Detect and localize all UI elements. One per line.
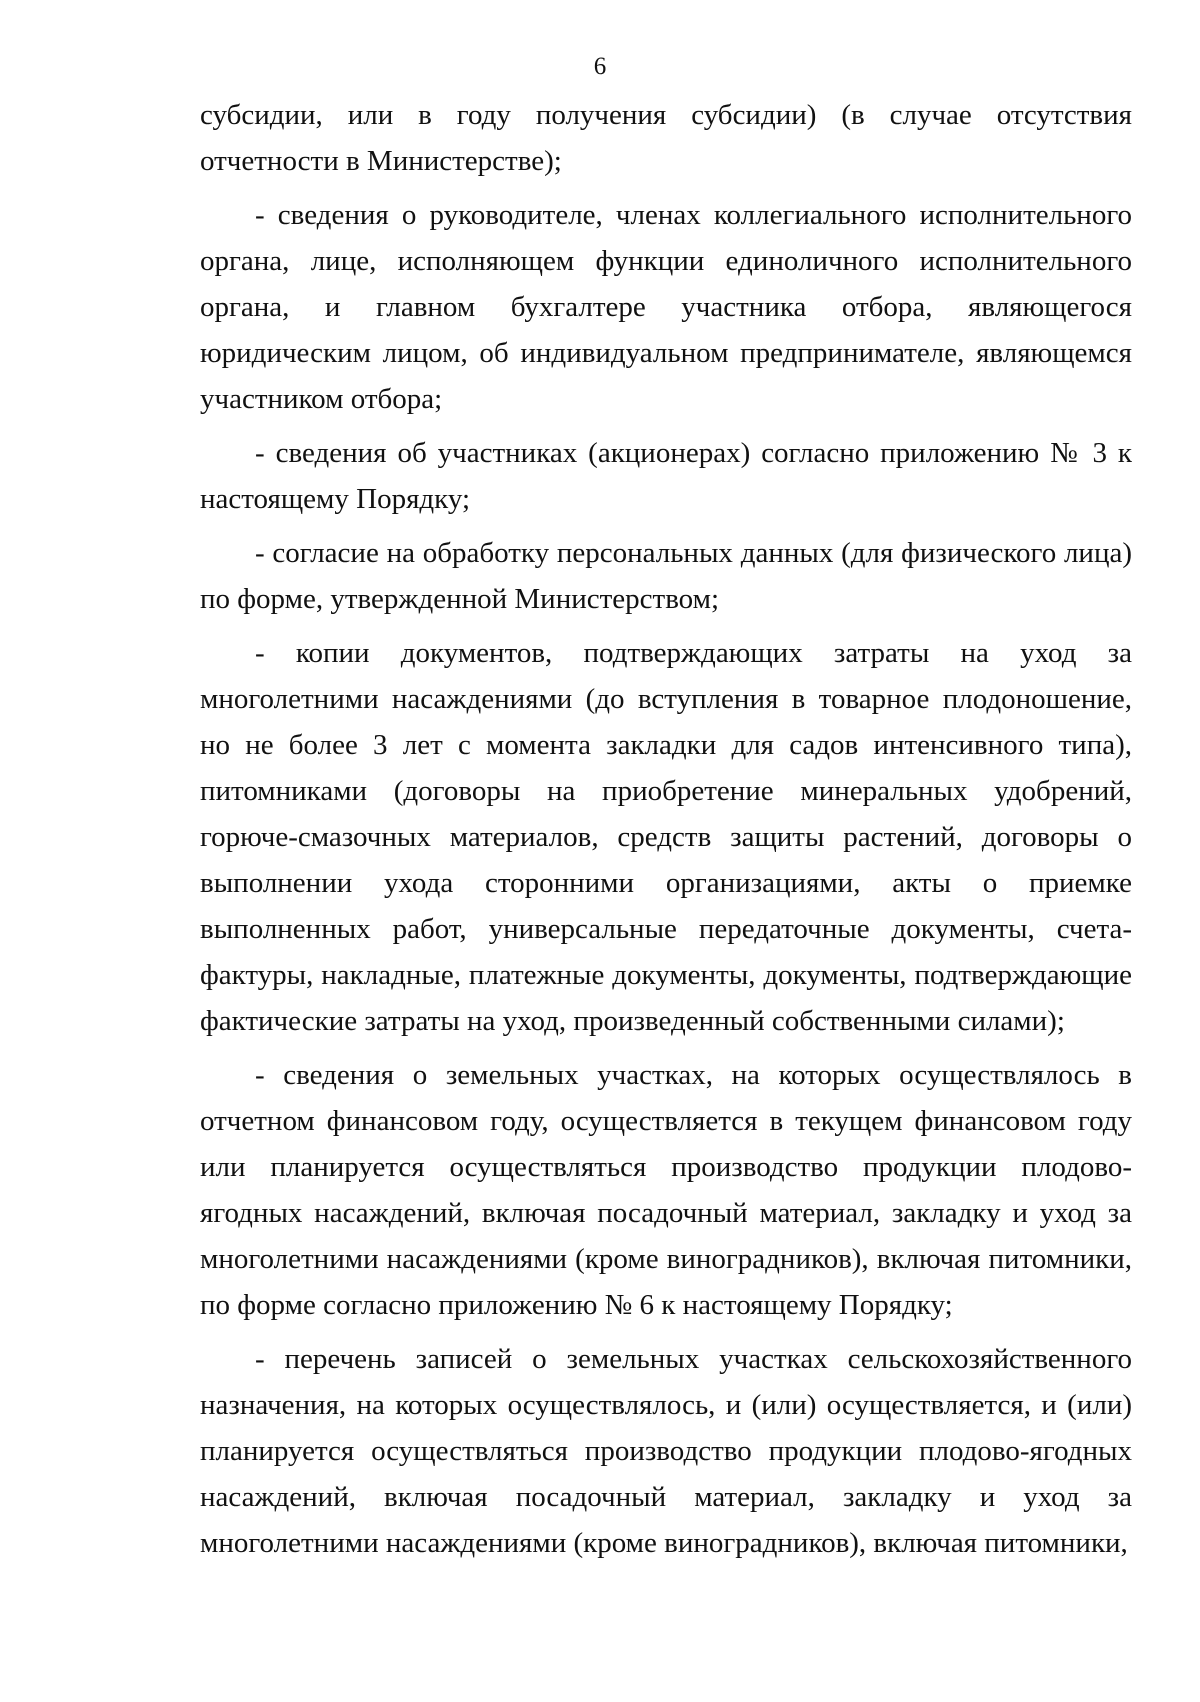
- paragraph-manager-info: - сведения о руководителе, членах коллегиального исполнительного органа, лице, исполняющем функции единоличного исполнительного органа, и главном бухгалтере участника отбора, являющегося юридическим лицом, об индивидуальном предпринимателе, являющемся участником отбора;: [200, 199, 1132, 415]
- paragraph-land-records-list: - перечень записей о земельных участках сельскохозяйственного назначения, на которых осуществлялось, и (или) осуществляется, и (или) планируется осуществляться производство продукции плодово-ягодных насаждений, включая посадочный материал, закладку и уход за многолетними насаждениями (кроме виноградников), включая питомники,: [200, 1343, 1132, 1559]
- page-number: 6: [593, 53, 607, 80]
- paragraph-expense-documents: - копии документов, подтверждающих затраты на уход за многолетними насаждениями (до вступления в товарное плодоношение, но не более 3 лет с момента закладки для садов интенсивного типа), питомниками (договоры на приобретение минеральных удобрений, горюче-смазочных материалов, средств защиты растений, договоры о выполнении ухода сторонними организациями, акты о приемке выполненных работ, универсальные передаточные документы, счета-фактуры, накладные, платежные документы, документы, подтверждающие фактические затраты на уход, произведенный собственными силами);: [200, 637, 1132, 1037]
- paragraph-shareholders-info: - сведения об участниках (акционерах) согласно приложению № 3 к настоящему Порядку;: [200, 437, 1132, 515]
- paragraph-land-plots-info: - сведения о земельных участках, на которых осуществлялось в отчетном финансовом году, осуществляется в текущем финансовом году или планируется осуществляться производство продукции плодово-ягодных насаждений, включая посадочный материал, закладку и уход за многолетними насаждениями (кроме виноградников), включая питомники, по форме согласно приложению № 6 к настоящему Порядку;: [200, 1059, 1132, 1321]
- paragraph-continuation: субсидии, или в году получения субсидии) (в случае отсутствия отчетности в Министерстве);: [200, 99, 1132, 177]
- paragraph-personal-data-consent: - согласие на обработку персональных данных (для физического лица) по форме, утвержденной Министерством;: [200, 537, 1132, 615]
- document-body: [200, 92, 1132, 1574]
